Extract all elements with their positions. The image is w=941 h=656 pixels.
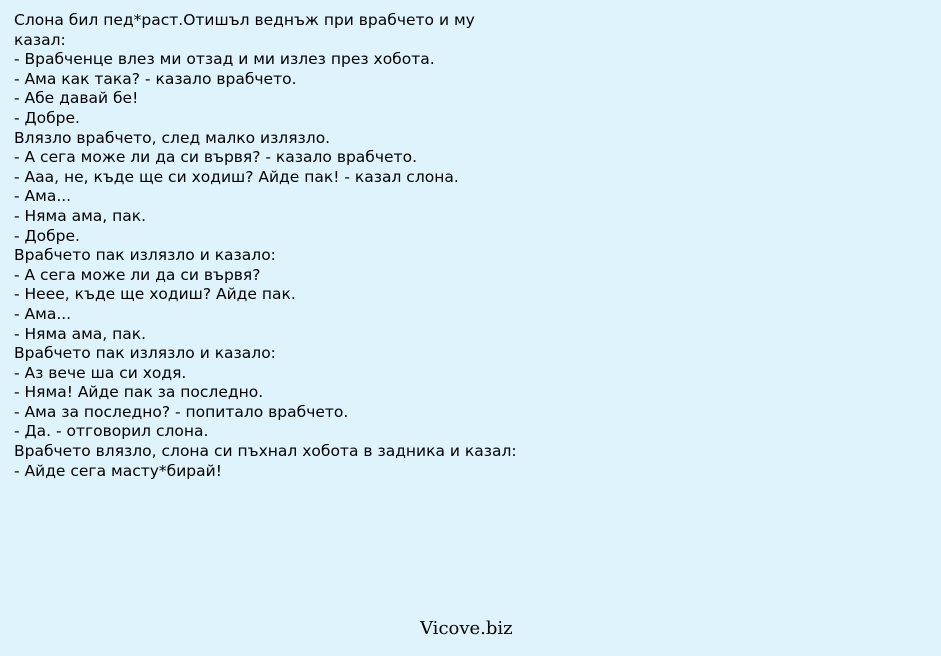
joke-line: - А сега може ли да си вървя? xyxy=(14,265,261,284)
site-watermark: Vicove.biz xyxy=(420,618,513,639)
joke-line: - Айде сега масту*бирай! xyxy=(14,461,222,480)
joke-line: - Ама... xyxy=(14,304,72,323)
joke-line: Врабчето пак излязло и казало: xyxy=(14,246,276,265)
joke-line: - Няма ама, пак. xyxy=(14,324,147,343)
joke-line: - Добре. xyxy=(14,226,80,245)
joke-line: Врабчето пак излязло и казало: xyxy=(14,344,276,363)
joke-line: - А сега може ли да си вървя? - казало врабчето. xyxy=(14,148,417,167)
joke-line: - Ааа, не, къде ще си ходиш? Айде пак! - казал слона. xyxy=(14,167,459,186)
joke-line: - Ама... xyxy=(14,187,72,206)
joke-line: Слона бил пед*раст.Отишъл веднъж при врабчето и му xyxy=(14,11,475,29)
joke-line: - Няма ама, пак. xyxy=(14,206,147,225)
joke-line: - Да. - отговорил слона. xyxy=(14,422,209,441)
joke-line: Влязло врабчето, след малко излязло. xyxy=(14,128,331,147)
joke-line: - Врабченце влез ми отзад и ми излез през хобота. xyxy=(14,50,435,69)
joke-text xyxy=(14,11,914,481)
joke-line: казал: xyxy=(14,30,66,49)
joke-line: - Аз вече ша си ходя. xyxy=(14,363,187,382)
joke-line: - Ама как така? - казало врабчето. xyxy=(14,69,297,88)
joke-line: - Абе давай бе! xyxy=(14,89,139,108)
joke-line: - Ама за последно? - попитало врабчето. xyxy=(14,402,349,421)
joke-line: Врабчето влязло, слона си пъхнал хобота в задника и казал: xyxy=(14,442,517,461)
joke-line: - Няма! Айде пак за последно. xyxy=(14,383,264,402)
joke-line: - Нееe, къде ще ходиш? Айде пак. xyxy=(14,285,296,304)
joke-line: - Добре. xyxy=(14,108,80,127)
